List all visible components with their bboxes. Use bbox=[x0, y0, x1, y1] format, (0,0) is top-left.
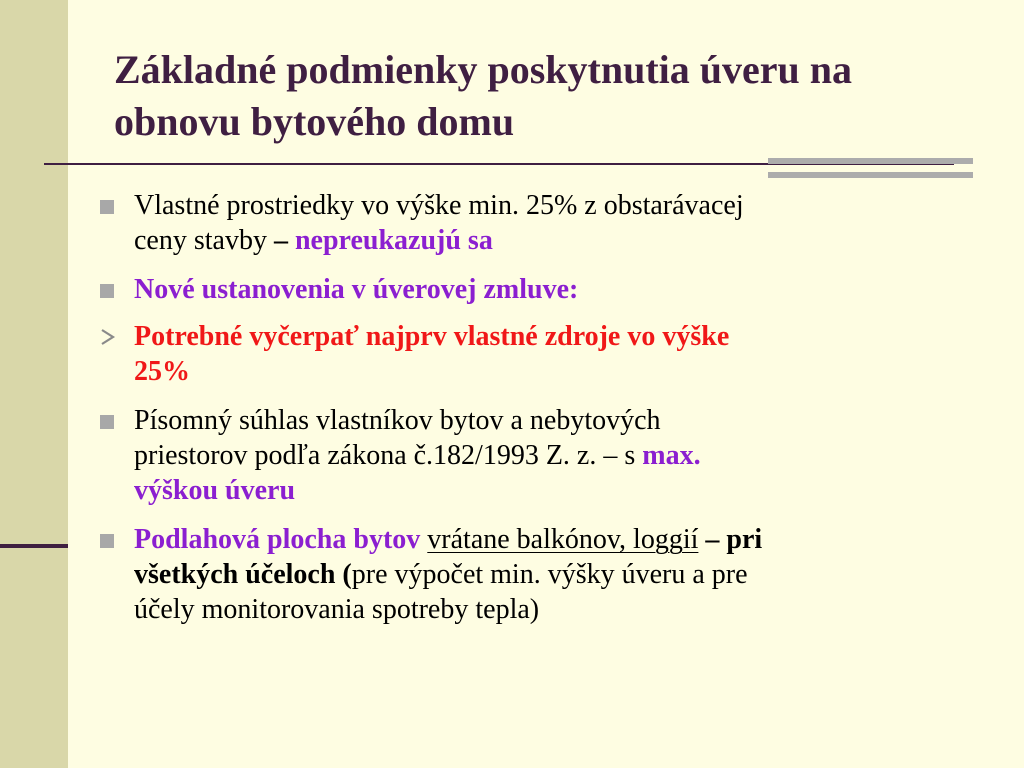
bullet-text-line bbox=[134, 522, 980, 557]
bullet-bold-text: – pri bbox=[698, 524, 763, 555]
bullet-dash: – bbox=[273, 225, 295, 256]
left-decorative-band bbox=[0, 0, 68, 768]
arrow-bullet-icon bbox=[100, 328, 116, 346]
bullet-text-segment: pre výpočet min. výšky úveru a pre bbox=[351, 559, 748, 590]
bullet-text-line bbox=[134, 557, 980, 592]
bullet-item-floor-area bbox=[100, 522, 980, 627]
bullet-highlight-purple: max. bbox=[642, 440, 701, 471]
bullet-bold-text: všetkých účeloch ( bbox=[134, 559, 352, 590]
square-bullet-icon bbox=[100, 415, 114, 429]
decorative-gray-bar-bottom bbox=[768, 172, 973, 178]
bullet-item-own-funds bbox=[100, 188, 980, 258]
bullet-highlight-purple: výškou úveru bbox=[134, 475, 296, 506]
bullet-text-line bbox=[134, 438, 980, 473]
square-bullet-icon bbox=[100, 534, 114, 548]
bullet-text-segment: ceny stavby bbox=[134, 225, 274, 256]
bullet-highlight-red: 25% bbox=[134, 356, 190, 387]
bullet-list bbox=[100, 188, 980, 627]
bullet-highlight-purple: nepreukazujú sa bbox=[294, 225, 493, 256]
bullet-highlight-purple: Podlahová plocha bytov bbox=[134, 524, 421, 555]
slide-title-line-1: Základné podmienky poskytnutia úveru na bbox=[114, 47, 853, 92]
bullet-item-draw-own-resources bbox=[100, 319, 980, 389]
bullet-item-new-provisions bbox=[100, 272, 980, 307]
bullet-item-written-consent bbox=[100, 403, 980, 508]
bullet-highlight-purple: Nové ustanovenia v úverovej zmluve: bbox=[134, 274, 579, 305]
bullet-highlight-red: Potrebné vyčerpať najprv vlastné zdroje vo výške bbox=[134, 321, 730, 352]
bullet-text-line: Písomný súhlas vlastníkov bytov a nebytových bbox=[134, 405, 661, 436]
slide-title-line-2: obnovu bytového domu bbox=[114, 99, 515, 144]
square-bullet-icon bbox=[100, 284, 114, 298]
bullet-text-line: účely monitorovania spotreby tepla) bbox=[134, 594, 540, 625]
square-bullet-icon bbox=[100, 200, 114, 214]
bullet-text-line: Vlastné prostriedky vo výške min. 25% z obstarávacej bbox=[134, 190, 744, 221]
bullet-text-line bbox=[134, 223, 980, 258]
bullet-underlined-text: vrátane balkónov, loggií bbox=[427, 524, 699, 555]
slide-title bbox=[114, 44, 994, 148]
decorative-gray-bar-top bbox=[768, 158, 973, 164]
bullet-text-segment: priestorov podľa zákona č.182/1993 Z. z. – s bbox=[134, 440, 643, 471]
left-band-divider bbox=[0, 544, 68, 548]
